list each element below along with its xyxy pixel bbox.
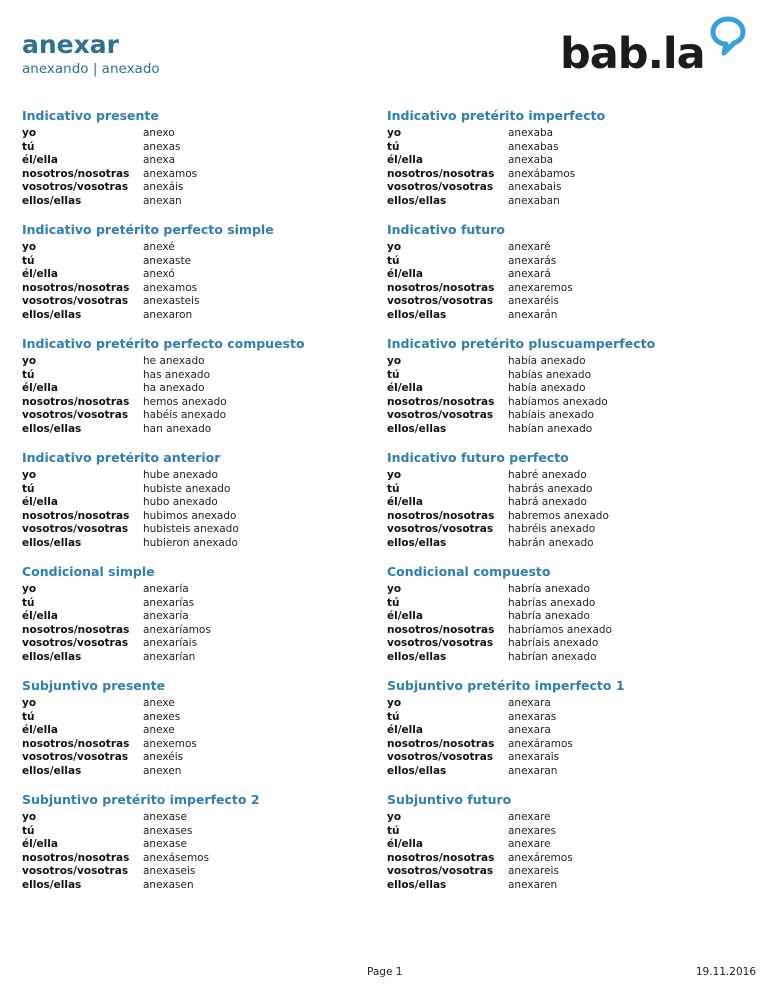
verb-form: anexarías — [143, 596, 195, 609]
pronoun-label: nosotros/nosotras — [387, 851, 495, 864]
pronoun-label: nosotros/nosotras — [22, 395, 130, 408]
tense-block — [387, 564, 746, 678]
print-date: 19.11.2016 — [695, 966, 756, 978]
verb-form: había anexado — [508, 355, 586, 367]
conjugation-row — [22, 241, 387, 255]
pronoun-label: él/ella — [22, 610, 58, 623]
verb-form: anexamos — [143, 167, 198, 180]
verb-form: anexasen — [143, 878, 194, 891]
conjugation-row — [387, 141, 746, 155]
verb-form: anexará — [508, 268, 551, 281]
verb-form: anexaría — [143, 583, 189, 595]
verb-form: anexaríamos — [143, 623, 211, 636]
tense-block — [387, 336, 746, 450]
conjugation-row — [22, 154, 387, 168]
pronoun-label: yo — [387, 241, 402, 253]
verb-form: anexé — [143, 241, 175, 253]
pronoun-label: ellos/ellas — [22, 422, 82, 435]
verb-form: anexaba — [508, 127, 554, 139]
conjugation-row — [22, 523, 387, 537]
pronoun-label: ellos/ellas — [387, 650, 447, 663]
tense-title: Indicativo pretérito imperfecto — [387, 108, 606, 123]
verb-form: anexases — [143, 824, 193, 837]
verb-form: habría anexado — [508, 583, 590, 595]
pronoun-label: él/ella — [387, 496, 423, 509]
verb-form: anexabais — [508, 181, 562, 194]
verb-form: hubimos anexado — [143, 509, 237, 522]
pronoun-label: tú — [22, 368, 35, 381]
verb-form: hube anexado — [143, 469, 218, 481]
verb-form: anexaras — [508, 710, 557, 723]
pronoun-label: vosotros/vosotras — [387, 295, 494, 308]
verb-form: anexares — [508, 824, 557, 837]
pronoun-label: él/ella — [22, 154, 58, 167]
conjugation-row — [22, 597, 387, 611]
verb-form: anexaba — [508, 154, 554, 167]
pronoun-label: nosotros/nosotras — [22, 623, 130, 636]
conjugation-row — [22, 141, 387, 155]
conjugation-row — [22, 583, 387, 597]
conjugation-row — [22, 711, 387, 725]
tense-block — [22, 108, 387, 222]
verb-form: habrán anexado — [508, 536, 594, 549]
verb-form: habrá anexado — [508, 496, 587, 509]
conjugation-row — [387, 195, 746, 209]
conjugation-row — [22, 838, 387, 852]
verb-form: habrías anexado — [508, 596, 596, 609]
verb-form: anexaste — [143, 254, 192, 267]
conjugation-row — [22, 309, 387, 323]
pronoun-label: él/ella — [22, 838, 58, 851]
conjugation-row — [387, 825, 746, 839]
conjugation-row — [387, 637, 746, 651]
pronoun-label: tú — [22, 482, 35, 495]
tense-title: Condicional simple — [22, 564, 155, 579]
conjugation-row — [387, 697, 746, 711]
verb-form: hubo anexado — [143, 496, 218, 509]
conjugation-row — [387, 510, 746, 524]
pronoun-label: nosotros/nosotras — [22, 167, 130, 180]
pronoun-label: ellos/ellas — [387, 764, 447, 777]
pronoun-label: vosotros/vosotras — [387, 865, 494, 878]
conjugation-row — [387, 865, 746, 879]
tense-title: Indicativo presente — [22, 108, 159, 123]
conjugation-row — [22, 396, 387, 410]
verb-form: anexarían — [143, 650, 196, 663]
pronoun-label: ellos/ellas — [22, 194, 82, 207]
pronoun-label: yo — [387, 697, 402, 709]
pronoun-label: tú — [22, 254, 35, 267]
verb-form: anexareis — [508, 865, 559, 878]
tense-block — [22, 564, 387, 678]
pronoun-label: tú — [387, 368, 400, 381]
pronoun-label: vosotros/vosotras — [387, 751, 494, 764]
verb-form: anexaran — [508, 764, 558, 777]
conjugation-row — [387, 369, 746, 383]
conjugation-row — [387, 295, 746, 309]
conjugation-row — [22, 637, 387, 651]
verb-form: hubiste anexado — [143, 482, 231, 495]
verb-form: anexemos — [143, 737, 197, 750]
conjugation-row — [387, 811, 746, 825]
conjugation-row — [387, 255, 746, 269]
conjugation-row — [387, 496, 746, 510]
verb-form: han anexado — [143, 422, 212, 435]
pronoun-label: ellos/ellas — [387, 878, 447, 891]
verb-form: anexáramos — [508, 737, 573, 750]
conjugation-row — [387, 597, 746, 611]
verb-form: habrían anexado — [508, 650, 597, 663]
conjugation-row — [22, 825, 387, 839]
pronoun-label: ellos/ellas — [387, 536, 447, 549]
pronoun-label: nosotros/nosotras — [387, 737, 495, 750]
verb-form: anexaremos — [508, 281, 573, 294]
pronoun-label: él/ella — [22, 496, 58, 509]
verb-form: anexaríais — [143, 637, 198, 650]
conjugation-row — [22, 469, 387, 483]
pronoun-label: él/ella — [387, 268, 423, 281]
tense-block — [22, 792, 387, 906]
conjugation-row — [387, 624, 746, 638]
tense-block — [22, 222, 387, 336]
verb-form: hemos anexado — [143, 395, 227, 408]
pronoun-label: vosotros/vosotras — [387, 409, 494, 422]
conjugation-row — [387, 181, 746, 195]
tense-block — [387, 450, 746, 564]
conjugation-row — [22, 409, 387, 423]
page-header — [22, 30, 160, 77]
conjugation-row — [387, 651, 746, 665]
pronoun-label: él/ella — [22, 724, 58, 737]
conjugation-row — [387, 382, 746, 396]
conjugation-row — [387, 724, 746, 738]
pronoun-label: ellos/ellas — [387, 308, 447, 321]
conjugation-row — [387, 751, 746, 765]
tense-title: Indicativo futuro — [387, 222, 505, 237]
verb-form: anexaseis — [143, 865, 196, 878]
pronoun-label: ellos/ellas — [22, 308, 82, 321]
pronoun-label: tú — [387, 482, 400, 495]
conjugation-row — [387, 396, 746, 410]
conjugation-row — [387, 355, 746, 369]
pronoun-label: vosotros/vosotras — [387, 523, 494, 536]
pronoun-label: tú — [387, 710, 400, 723]
verb-form: había anexado — [508, 382, 586, 395]
tense-block — [387, 222, 746, 336]
verb-form: habías anexado — [508, 368, 592, 381]
conjugation-row — [387, 610, 746, 624]
conjugation-row — [22, 651, 387, 665]
verb-form: has anexado — [143, 368, 210, 381]
verb-form: habían anexado — [508, 422, 593, 435]
pronoun-label: ellos/ellas — [22, 536, 82, 549]
pronoun-label: vosotros/vosotras — [22, 295, 129, 308]
conjugation-row — [22, 355, 387, 369]
speech-bubble-icon — [710, 16, 746, 56]
pronoun-label: yo — [22, 811, 37, 823]
pronoun-label: tú — [387, 596, 400, 609]
conjugation-row — [387, 483, 746, 497]
verb-form: anexarán — [508, 308, 558, 321]
verb-form: anexarais — [508, 751, 560, 764]
verb-form: anexéis — [143, 751, 184, 764]
conjugation-row — [387, 423, 746, 437]
pronoun-label: yo — [22, 583, 37, 595]
conjugation-row — [22, 483, 387, 497]
pronoun-label: nosotros/nosotras — [22, 281, 130, 294]
pronoun-label: nosotros/nosotras — [387, 281, 495, 294]
conjugation-row — [22, 738, 387, 752]
conjugation-row — [387, 765, 746, 779]
verb-form: hubieron anexado — [143, 536, 238, 549]
verb-form: anexen — [143, 764, 182, 777]
tense-title: Indicativo pretérito perfecto simple — [22, 222, 274, 237]
pronoun-label: ellos/ellas — [387, 194, 447, 207]
tense-title: Indicativo pretérito anterior — [22, 450, 221, 465]
verb-form: anexe — [143, 697, 175, 709]
conjugation-row — [387, 469, 746, 483]
conjugation-row — [22, 852, 387, 866]
pronoun-label: yo — [22, 469, 37, 481]
conjugation-row — [22, 181, 387, 195]
pronoun-label: tú — [22, 140, 35, 153]
verb-form: anexaren — [508, 878, 558, 891]
tense-title: Indicativo pretérito perfecto compuesto — [22, 336, 305, 351]
conjugation-row — [22, 724, 387, 738]
verb-form: anexas — [143, 140, 181, 153]
conjugation-row — [22, 369, 387, 383]
verb-form: habéis anexado — [143, 409, 227, 422]
verb-form: anexasteis — [143, 295, 200, 308]
verb-form: anexásemos — [143, 851, 210, 864]
pronoun-label: ellos/ellas — [387, 422, 447, 435]
tense-title: Condicional compuesto — [387, 564, 551, 579]
conjugation-row — [22, 510, 387, 524]
conjugation-row — [22, 282, 387, 296]
conjugation-row — [22, 382, 387, 396]
verb-form: ha anexado — [143, 382, 205, 395]
conjugation-row — [22, 811, 387, 825]
conjugation-row — [22, 295, 387, 309]
conjugation-row — [22, 697, 387, 711]
conjugation-row — [387, 738, 746, 752]
verb-form: anexarás — [508, 254, 557, 267]
verb-form: anexara — [508, 697, 551, 709]
verb-form: habríais anexado — [508, 637, 599, 650]
pronoun-label: vosotros/vosotras — [22, 523, 129, 536]
tense-block — [22, 450, 387, 564]
pronoun-label: yo — [22, 241, 37, 253]
verb-form: habíais anexado — [508, 409, 594, 422]
pronoun-label: él/ella — [22, 268, 58, 281]
conjugation-row — [22, 751, 387, 765]
pronoun-label: vosotros/vosotras — [22, 865, 129, 878]
pronoun-label: él/ella — [22, 382, 58, 395]
pronoun-label: yo — [22, 127, 37, 139]
verb-participles: anexando | anexado — [22, 61, 160, 77]
verb-form: anexo — [143, 127, 175, 139]
pronoun-label: nosotros/nosotras — [22, 737, 130, 750]
conjugation-row — [387, 409, 746, 423]
babla-logo — [560, 16, 746, 78]
conjugation-row — [387, 583, 746, 597]
pronoun-label: vosotros/vosotras — [22, 637, 129, 650]
pronoun-label: nosotros/nosotras — [387, 623, 495, 636]
conjugation-row — [387, 127, 746, 141]
conjugation-row — [387, 838, 746, 852]
pronoun-label: tú — [22, 596, 35, 609]
pronoun-label: vosotros/vosotras — [387, 181, 494, 194]
pronoun-label: vosotros/vosotras — [22, 751, 129, 764]
verb-form: habréis anexado — [508, 523, 596, 536]
pronoun-label: vosotros/vosotras — [22, 181, 129, 194]
verb-form: habremos anexado — [508, 509, 609, 522]
conjugation-row — [387, 523, 746, 537]
verb-form: anexes — [143, 710, 181, 723]
conjugation-row — [387, 268, 746, 282]
verb-form: habría anexado — [508, 610, 590, 623]
tense-title: Subjuntivo pretérito imperfecto 2 — [22, 792, 260, 807]
conjugation-row — [22, 537, 387, 551]
pronoun-label: tú — [387, 824, 400, 837]
verb-form: anexaron — [143, 308, 193, 321]
conjugation-row — [22, 765, 387, 779]
conjugation-row — [387, 241, 746, 255]
verb-form: hubisteis anexado — [143, 523, 239, 536]
conjugation-row — [22, 610, 387, 624]
verb-form: habríamos anexado — [508, 623, 612, 636]
pronoun-label: yo — [387, 127, 402, 139]
pronoun-label: tú — [22, 824, 35, 837]
verb-form: anexan — [143, 194, 182, 207]
pronoun-label: nosotros/nosotras — [22, 509, 130, 522]
conjugation-grid — [22, 108, 746, 906]
pronoun-label: vosotros/vosotras — [22, 409, 129, 422]
pronoun-label: yo — [387, 469, 402, 481]
verb-form: habrás anexado — [508, 482, 593, 495]
pronoun-label: él/ella — [387, 382, 423, 395]
verb-form: anexamos — [143, 281, 198, 294]
verb-form: habré anexado — [508, 469, 587, 481]
verb-form: anexó — [143, 268, 175, 281]
verb-form: anexase — [143, 811, 187, 823]
conjugation-row — [22, 195, 387, 209]
pronoun-label: él/ella — [387, 610, 423, 623]
tense-title: Subjuntivo pretérito imperfecto 1 — [387, 678, 625, 693]
conjugation-row — [22, 879, 387, 893]
pronoun-label: él/ella — [387, 154, 423, 167]
pronoun-label: ellos/ellas — [22, 764, 82, 777]
pronoun-label: tú — [387, 254, 400, 267]
verb-form: anexaban — [508, 194, 560, 207]
verb-form: anexare — [508, 811, 551, 823]
conjugation-row — [22, 268, 387, 282]
conjugation-row — [387, 537, 746, 551]
conjugation-row — [22, 865, 387, 879]
verb-form: anexara — [508, 724, 551, 737]
pronoun-label: ellos/ellas — [22, 650, 82, 663]
pronoun-label: yo — [22, 355, 37, 367]
tense-title: Subjuntivo presente — [22, 678, 166, 693]
conjugation-row — [387, 168, 746, 182]
pronoun-label: yo — [387, 355, 402, 367]
pronoun-label: vosotros/vosotras — [387, 637, 494, 650]
tense-block — [387, 792, 746, 906]
conjugation-row — [387, 309, 746, 323]
conjugation-row — [22, 255, 387, 269]
pronoun-label: yo — [22, 697, 37, 709]
logo-text: bab.la — [560, 29, 705, 79]
pronoun-label: yo — [387, 811, 402, 823]
verb-form: anexe — [143, 724, 175, 737]
conjugation-row — [22, 624, 387, 638]
verb-form: anexáremos — [508, 851, 573, 864]
conjugation-row — [387, 282, 746, 296]
verb-form: anexare — [508, 838, 551, 851]
verb-form: anexaréis — [508, 295, 559, 308]
conjugation-row — [22, 496, 387, 510]
pronoun-label: nosotros/nosotras — [387, 395, 495, 408]
pronoun-label: tú — [22, 710, 35, 723]
tense-title: Subjuntivo futuro — [387, 792, 512, 807]
pronoun-label: él/ella — [387, 724, 423, 737]
conjugation-row — [22, 423, 387, 437]
tense-block — [387, 678, 746, 792]
verb-form: anexaría — [143, 610, 189, 623]
verb-title: anexar — [22, 30, 119, 59]
pronoun-label: ellos/ellas — [22, 878, 82, 891]
tense-block — [22, 678, 387, 792]
conjugation-row — [387, 711, 746, 725]
conjugation-row — [22, 127, 387, 141]
verb-form: anexase — [143, 838, 187, 851]
pronoun-label: nosotros/nosotras — [22, 851, 130, 864]
page-number: Page 1 — [367, 966, 403, 978]
tense-block — [22, 336, 387, 450]
pronoun-label: tú — [387, 140, 400, 153]
tense-title: Indicativo futuro perfecto — [387, 450, 569, 465]
tense-title: Indicativo pretérito pluscuamperfecto — [387, 336, 656, 351]
verb-form: anexáis — [143, 181, 184, 194]
conjugation-row — [387, 852, 746, 866]
conjugation-row — [22, 168, 387, 182]
pronoun-label: nosotros/nosotras — [387, 167, 495, 180]
verb-form: anexa — [143, 154, 176, 167]
pronoun-label: nosotros/nosotras — [387, 509, 495, 522]
verb-form: anexábamos — [508, 167, 576, 180]
verb-form: anexabas — [508, 140, 559, 153]
verb-form: he anexado — [143, 355, 205, 367]
conjugation-row — [387, 154, 746, 168]
verb-form: habíamos anexado — [508, 395, 608, 408]
conjugation-row — [387, 879, 746, 893]
tense-block — [387, 108, 746, 222]
pronoun-label: él/ella — [387, 838, 423, 851]
pronoun-label: yo — [387, 583, 402, 595]
verb-form: anexaré — [508, 241, 551, 253]
